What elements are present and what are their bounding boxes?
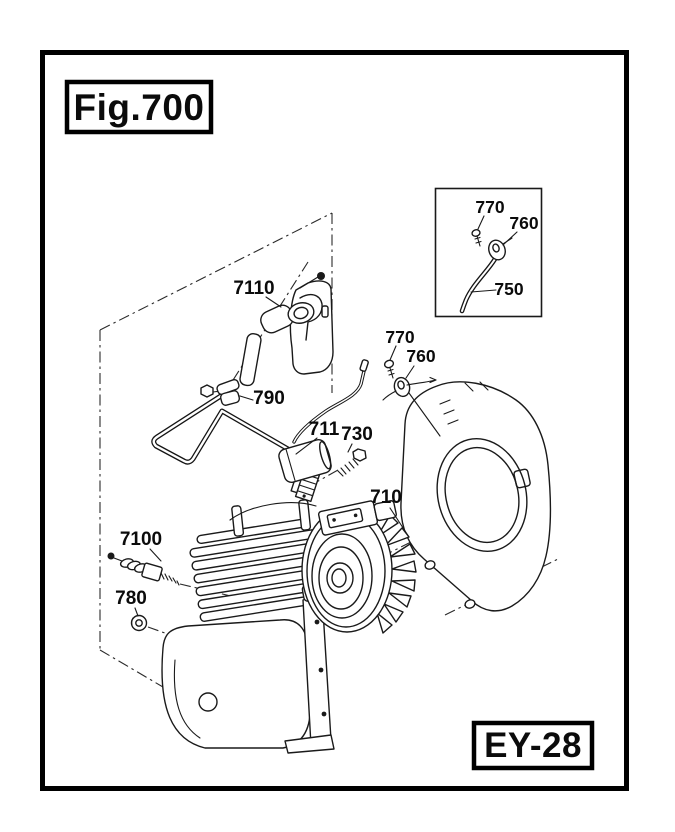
- clamp-bolt-head: [201, 385, 213, 397]
- bolt-head: [353, 449, 366, 461]
- callout-711: 711: [308, 419, 340, 440]
- flange-bolt: [315, 620, 320, 625]
- model-label: EY-28: [484, 726, 582, 765]
- figure-label-box: [67, 82, 211, 132]
- callout-760: 760: [406, 346, 436, 366]
- callout-7100: 7100: [119, 529, 163, 550]
- callout-780: 780: [115, 588, 147, 609]
- crankcase: [162, 620, 310, 748]
- plug-terminal: [108, 553, 115, 560]
- callout-inset-770: 770: [475, 197, 505, 217]
- flywheel-hub: [327, 563, 353, 593]
- callout-730: 730: [341, 424, 373, 445]
- nut-body: [132, 616, 147, 631]
- callout-710: 710: [370, 487, 402, 508]
- callout-inset-760: 760: [509, 213, 539, 233]
- inset-box: [436, 189, 542, 317]
- stop-wire-ball: [317, 272, 325, 280]
- figure-label: Fig.700: [73, 87, 205, 128]
- flange-bolt: [322, 712, 327, 717]
- model-label-box: [474, 723, 592, 768]
- flange-bolt: [319, 668, 324, 673]
- callout-inset-750: 750: [494, 279, 524, 299]
- callout-7110: 7110: [233, 278, 275, 299]
- nut-780: [132, 616, 147, 631]
- callout-790: 790: [253, 388, 285, 409]
- callout-770: 770: [385, 327, 415, 347]
